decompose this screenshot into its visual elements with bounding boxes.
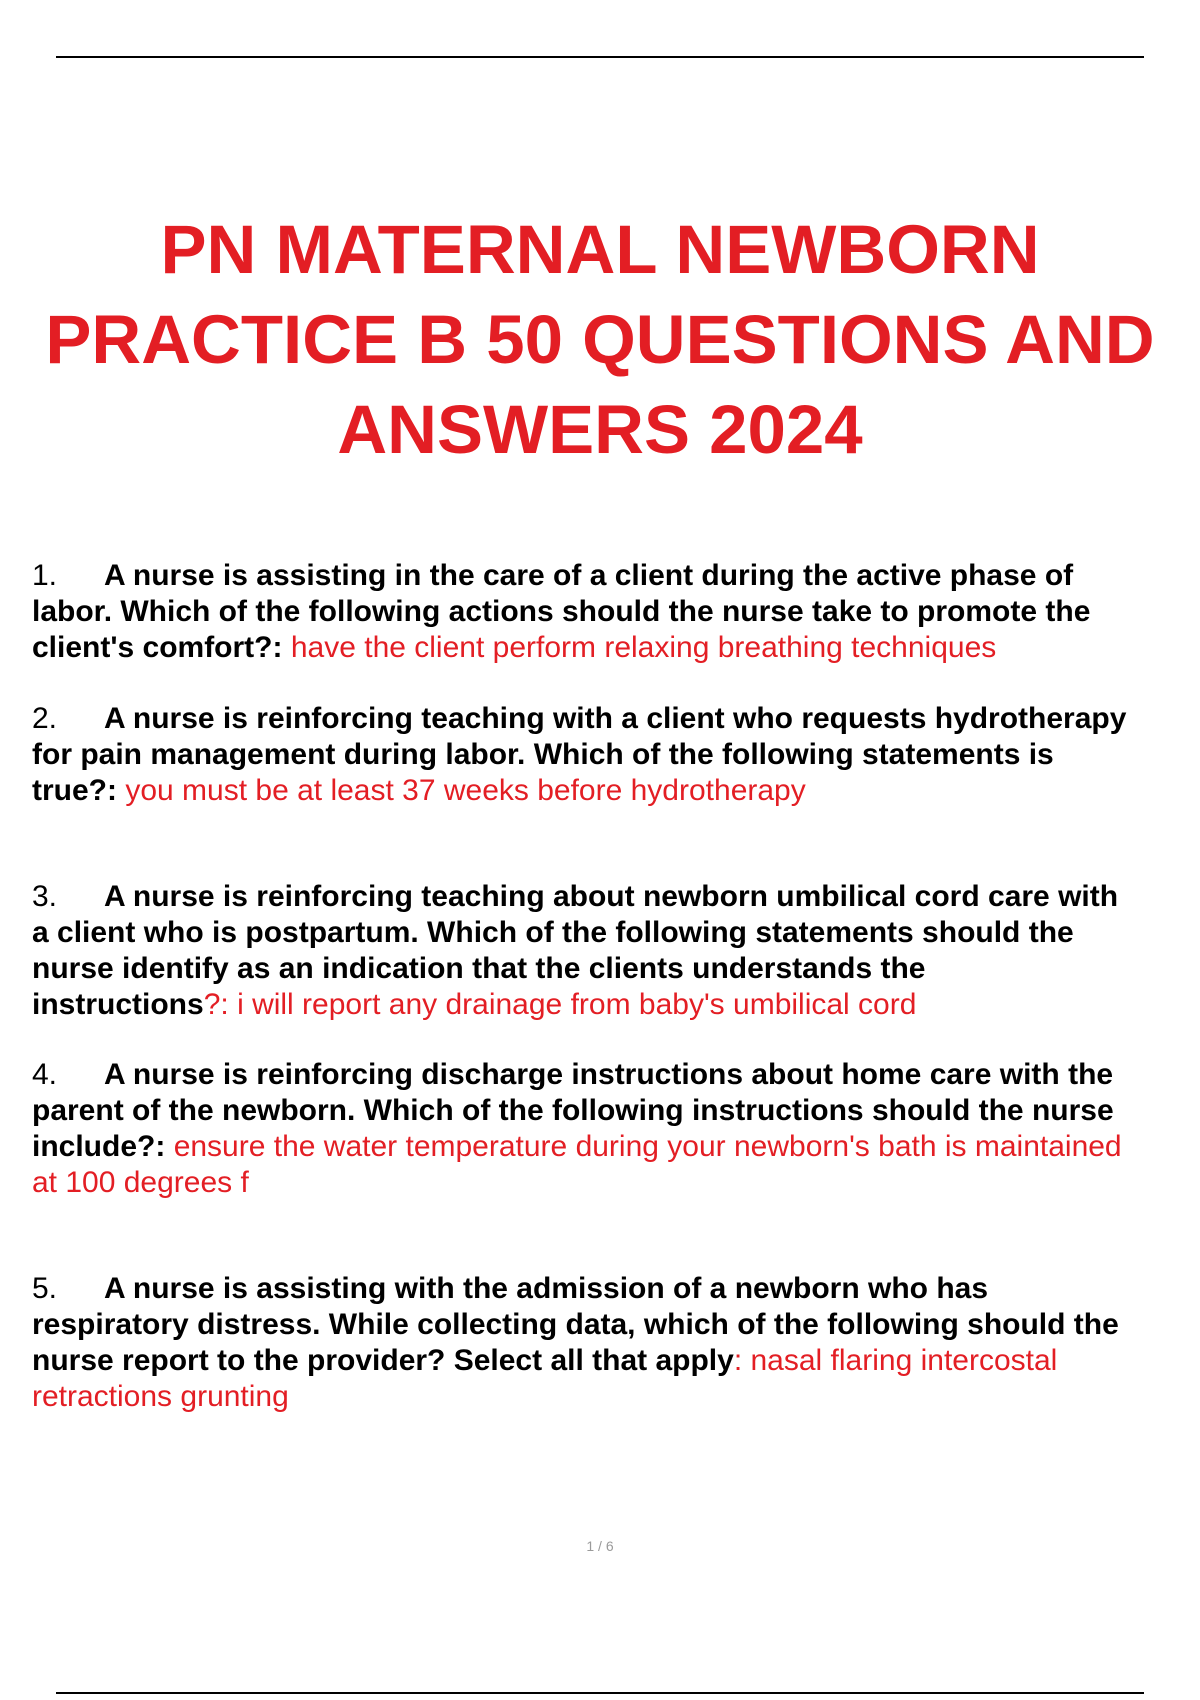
question-text: A nurse is reinforcing teaching with a client who requests hydrotherapy bbox=[104, 702, 1127, 735]
question-text: respiratory distress. While collecting data, which of the following should the bbox=[32, 1308, 1119, 1341]
bottom-rule bbox=[56, 1692, 1144, 1694]
question-text: true?: bbox=[32, 774, 117, 807]
question-4 bbox=[32, 1057, 1200, 1201]
answer-text: i will report any drainage from baby's umbilical cord bbox=[237, 988, 917, 1021]
question-number: 3. bbox=[32, 880, 58, 913]
question-text: nurse report to the provider? Select all that apply bbox=[32, 1344, 734, 1377]
top-rule bbox=[56, 56, 1144, 58]
title-line-2: PRACTICE B 50 QUESTIONS AND bbox=[45, 301, 1155, 378]
question-text: A nurse is reinforcing discharge instructions about home care with the bbox=[104, 1058, 1114, 1091]
page-indicator: 1 / 6 bbox=[586, 1538, 614, 1554]
answer-text: retractions grunting bbox=[32, 1380, 289, 1413]
question-number: 1. bbox=[32, 559, 58, 592]
answer-text: at 100 degrees f bbox=[32, 1166, 249, 1199]
answer-text: you must be at least 37 weeks before hydrotherapy bbox=[125, 774, 806, 807]
question-5 bbox=[32, 1271, 1200, 1415]
question-3 bbox=[32, 879, 1200, 1023]
question-number: 4. bbox=[32, 1058, 58, 1091]
question-text: parent of the newborn. Which of the following instructions should the nurse bbox=[32, 1094, 1114, 1127]
question-suffix: ?: bbox=[203, 988, 229, 1021]
question-text: instructions bbox=[32, 988, 204, 1021]
title-line-3: ANSWERS 2024 bbox=[337, 391, 863, 468]
question-text: A nurse is assisting with the admission of a newborn who has bbox=[104, 1272, 989, 1305]
question-text: client's comfort?: bbox=[32, 631, 283, 664]
question-text: include?: bbox=[32, 1130, 166, 1163]
title-line-1: PN MATERNAL NEWBORN bbox=[160, 211, 1040, 288]
question-text: a client who is postpartum. Which of the following statements should the bbox=[32, 916, 1074, 949]
question-text: nurse identify as an indication that the clients understands the bbox=[32, 952, 926, 985]
answer-text: nasal flaring intercostal bbox=[750, 1344, 1058, 1377]
question-text: for pain management during labor. Which of the following statements is bbox=[32, 738, 1054, 771]
question-2 bbox=[32, 701, 1200, 809]
question-number: 2. bbox=[32, 702, 58, 735]
question-suffix: : bbox=[733, 1344, 743, 1377]
document-title bbox=[0, 205, 1200, 475]
question-1 bbox=[32, 558, 1200, 666]
question-text: labor. Which of the following actions should the nurse take to promote the bbox=[32, 595, 1091, 628]
question-text: A nurse is reinforcing teaching about newborn umbilical cord care with bbox=[104, 880, 1119, 913]
question-number: 5. bbox=[32, 1272, 58, 1305]
answer-text: have the client perform relaxing breathing techniques bbox=[290, 631, 997, 664]
answer-text: ensure the water temperature during your newborn's bath is maintained bbox=[173, 1130, 1122, 1163]
question-text: A nurse is assisting in the care of a client during the active phase of bbox=[104, 559, 1074, 592]
